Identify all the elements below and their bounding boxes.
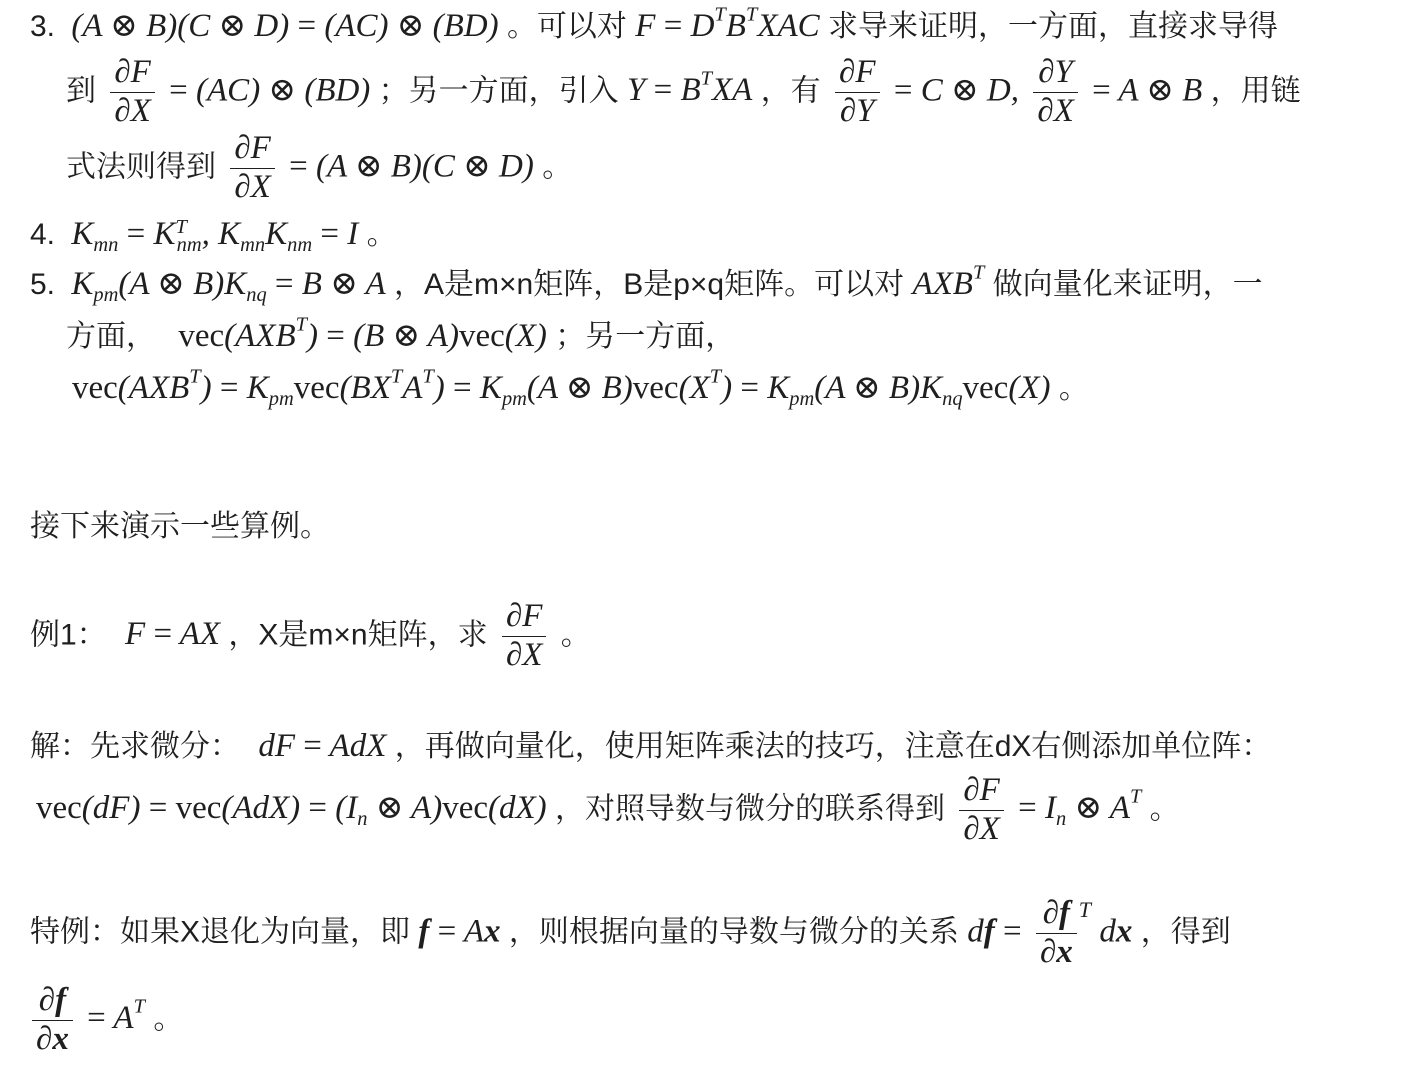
formula: $vec(dF) = vec(AdX) = (I_n$ ⊗ A)vec(dX) xyxy=(36,790,547,831)
item4-number: 4. xyxy=(30,218,56,251)
item5-text: ；另一方面， xyxy=(555,320,736,353)
item3-text: ，有 xyxy=(760,74,821,108)
F-definition: $F = D^TB^TXAC$ xyxy=(635,3,820,44)
item3-text: ，用链 xyxy=(1210,74,1301,108)
example1-label: 例1： xyxy=(30,618,107,652)
fraction-dF-dX: $\frac{\partial F}{\partial X}$ xyxy=(230,130,274,207)
item3-text: 式法则得到 xyxy=(66,150,216,184)
special-line2 xyxy=(30,982,183,1059)
item3-number: 3. xyxy=(30,10,56,43)
formula: $AXB^T$ xyxy=(912,261,985,302)
formula: df = xyxy=(967,913,1022,950)
fraction-dF-dX: $\frac{\partial F}{\partial X}$ xyxy=(110,54,154,131)
item3-text: ；另一方面，引入 xyxy=(378,74,619,108)
item5-line1 xyxy=(30,261,1263,307)
solution-line1 xyxy=(30,730,1271,763)
item3-text: 。 xyxy=(542,150,573,184)
transpose-superscript: T xyxy=(1078,897,1092,923)
item3-text: 求导来证明，一方面，直接求导得 xyxy=(828,10,1279,43)
formula: $vec(AXB^T) = K_{pm}vec(BX^TA^T) = K_{pm}(A$ ⊗ $B)vec(X^T) = K_{pm}(A$ ⊗ $B)K_{nq}vec(X)$ xyxy=(72,365,1051,411)
formula: $K_{pm}(A$ ⊗ $B)K_{nq} = B$ ⊗ A xyxy=(71,266,386,307)
item5-text: 方面， xyxy=(66,320,156,353)
item4-line xyxy=(30,215,397,257)
formula: F = AX xyxy=(125,616,221,653)
commutation-matrix-formula: $K_{mn} = K^T_{nm}$, $K_{mn}K_{nm} = I$ xyxy=(71,215,359,257)
special-text: ，则根据向量的导数与微分的关系 xyxy=(508,915,959,949)
solution-text: 解：先求微分： xyxy=(30,730,240,763)
formula: = $I_n$ ⊗ $A^T$ xyxy=(1018,786,1142,831)
formula: dF = AdX xyxy=(258,728,387,764)
example1-text: ，X是m×n矩阵，求 xyxy=(228,618,488,652)
formula: dx xyxy=(1099,913,1133,950)
item3-line1 xyxy=(30,3,1279,44)
fraction-dF-dY: $\frac{\partial F}{\partial Y}$ xyxy=(835,54,879,131)
kron-mixed-product-formula: (A ⊗ B)(C ⊗ D) = (AC) ⊗ (BD) xyxy=(71,8,499,44)
item5-number: 5. xyxy=(30,268,56,301)
formula: = C ⊗ D, xyxy=(893,72,1019,109)
item5-line3 xyxy=(72,365,1089,411)
fraction-df-dx: $\frac{\partial f}{\partial x}$ xyxy=(32,982,73,1059)
special-text: 特例：如果X退化为向量，即 xyxy=(30,915,411,949)
formula: f = Ax xyxy=(418,913,501,950)
special-text: ，得到 xyxy=(1140,915,1231,949)
fraction-dF-dX: $\frac{\partial F}{\partial X}$ xyxy=(959,772,1003,849)
example1-line xyxy=(30,598,591,675)
item5-line2 xyxy=(66,313,736,354)
solution-text: ，对照导数与微分的联系得到 xyxy=(554,792,945,826)
formula: = $A^T$ xyxy=(87,996,145,1037)
item3-text: 。可以对 xyxy=(506,10,627,43)
formula: = (A ⊗ B)(C ⊗ D) xyxy=(289,148,534,185)
solution-text: ，再做向量化，使用矩阵乘法的技巧，注意在dX右侧添加单位阵： xyxy=(394,730,1272,763)
item5-text: 。 xyxy=(1058,372,1089,405)
fraction-dF-dX: $\frac{\partial F}{\partial X}$ xyxy=(502,598,546,675)
special-text: 。 xyxy=(153,1002,184,1036)
item3-line2 xyxy=(66,54,1301,131)
special-line1 xyxy=(30,895,1231,972)
formula: $vec(AXB^T) = (B$ ⊗ A)vec(X) xyxy=(178,313,547,354)
item5-text: ，A是m×n矩阵，B是p×q矩阵。可以对 xyxy=(394,268,905,301)
Y-definition: $Y = B^TXA$ xyxy=(626,68,753,109)
fraction-df-dx: $\frac{\partial f}{\partial x}$ xyxy=(1036,895,1077,972)
item3-line3 xyxy=(66,130,572,207)
formula: = (AC) ⊗ (BD) xyxy=(169,72,371,109)
fraction-dY-dX: $\frac{\partial Y}{\partial X}$ xyxy=(1033,54,1077,131)
solution-text: 。 xyxy=(1149,792,1180,826)
item5-text: 做向量化来证明，一 xyxy=(992,268,1263,301)
solution-line2 xyxy=(36,772,1180,849)
item3-text: 到 xyxy=(66,74,96,108)
item4-text: 。 xyxy=(366,218,397,251)
intro-paragraph: 接下来演示一些算例。 xyxy=(30,510,330,543)
example1-text: 。 xyxy=(560,618,591,652)
formula: = A ⊗ B xyxy=(1092,72,1203,109)
